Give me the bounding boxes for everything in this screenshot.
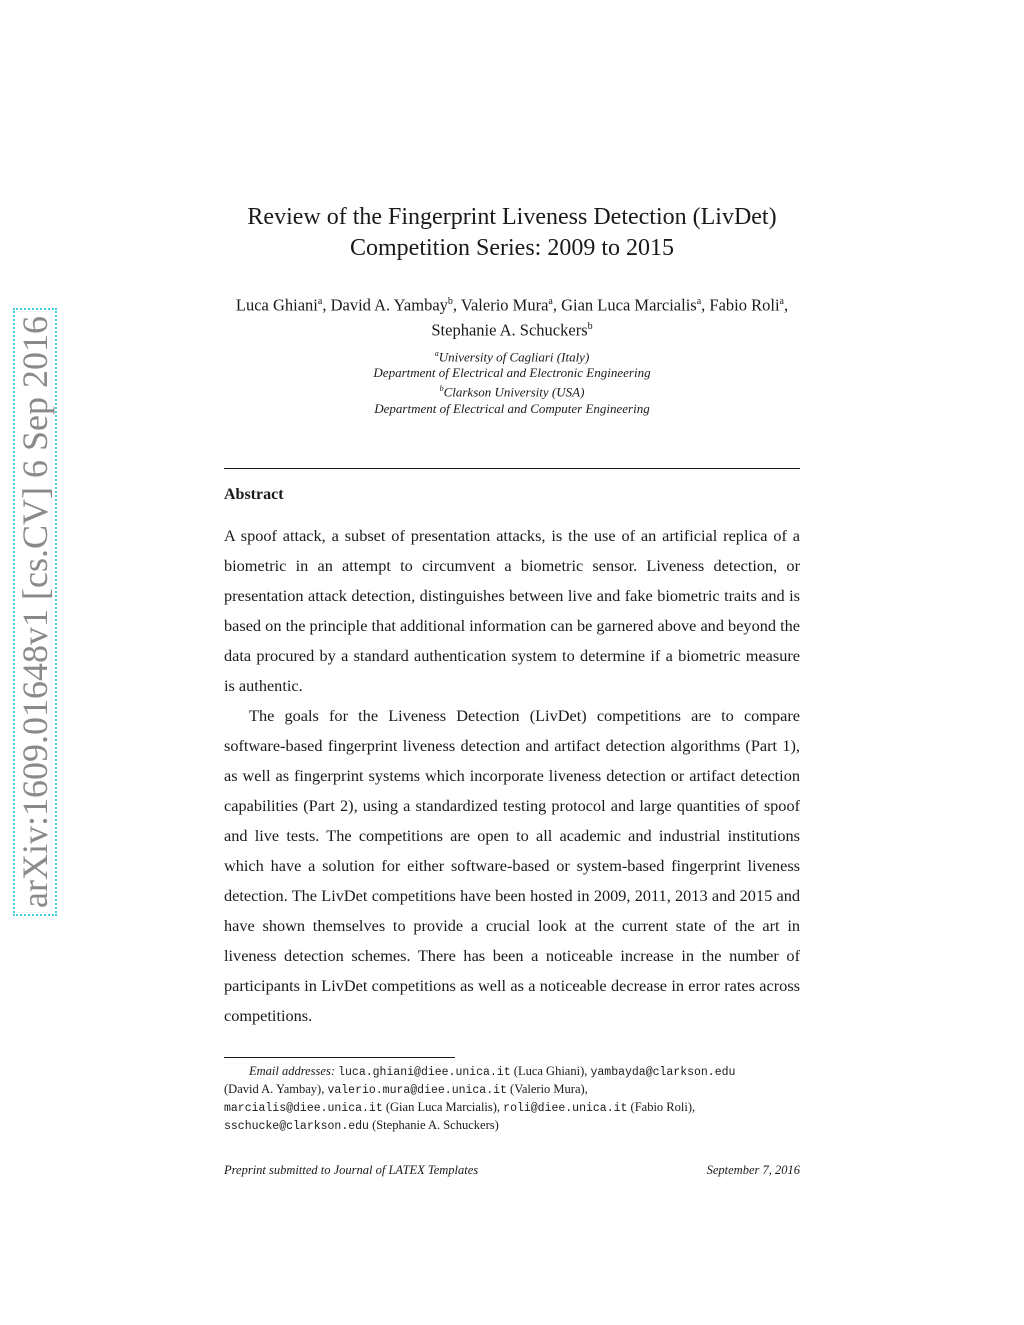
email-owner: (Valerio Mura) (510, 1082, 585, 1096)
footer-journal: Preprint submitted to Journal of LATEX Templates (224, 1163, 479, 1177)
author-name: Stephanie A. Schuckers (431, 320, 588, 339)
author-affil-mark: b (447, 296, 453, 307)
abstract-body (224, 521, 800, 1031)
email-link[interactable]: valerio.mura@diee.unica.it (327, 1084, 507, 1097)
affil-mark-a: a (434, 349, 439, 358)
footer-date: September 7, 2016 (706, 1163, 800, 1177)
author-name: Valerio Mura (460, 295, 549, 315)
paper-title (200, 202, 824, 264)
page-footer (224, 1163, 800, 1178)
author-affil-mark: b (587, 320, 593, 332)
abstract-paragraph-1: A spoof attack, a subset of presentation attacks, is the use of an artificial replica of a biometric in an attempt to circumvent a biometric sensor. Liveness detection, or presentation attack detection, distinguishes between live and fake biometric traits and is based on the principle that additional information can be garnered above and beyond the data procured by a standard authentication system to determine if a biometric measure is authentic. (224, 526, 800, 695)
email-link[interactable]: marcialis@diee.unica.it (224, 1102, 383, 1115)
author-affil-mark: a (317, 296, 323, 307)
affiliation-b-dept: Department of Electrical and Computer Engineering (374, 400, 650, 416)
author-name: Fabio Roli (709, 295, 780, 315)
affiliations (224, 346, 800, 417)
author-list: Luca Ghiani$^a$, David A. Yambay$^b$, Valerio Mura$^a$, Gian Luca Marcialis$^a$, Fabio Roli$^a$, Stephanie A. Schuckers$^b$ (235, 295, 789, 339)
footnote-rule (224, 1057, 455, 1058)
title-line-1: Review of the Fingerprint Liveness Detection (LivDet) (247, 204, 777, 230)
affil-mark-b: b (439, 384, 444, 394)
abstract-heading: Abstract (224, 486, 284, 503)
footnote-emails: Email addresses: luca.ghiani@diee.unica.it (Luca Ghiani), yambayda@clarkson.edu (David A. Yambay), valerio.mura@diee.unica.it (Valerio Mura), marcialis@diee.unica.it (Gian Luca Marcialis), roli@diee.unica.it (Fabio Roli), sschucke@clarkson.edu (Stephanie A. Schuckers) (224, 1064, 736, 1133)
affil-name-b: Clarkson University (USA) (443, 384, 585, 400)
arxiv-id: arXiv:1609.01648v1 [cs.CV] 6 Sep 2016 (13, 308, 57, 916)
email-owner: (Fabio Roli) (630, 1100, 692, 1114)
abstract-paragraph-2: The goals for the Liveness Detection (LivDet) competitions are to compare software-based fingerprint liveness detection and artifact detection algorithms (Part 1), as well as fingerprint systems which incorporate liveness detection or artifact detection capabilities (Part 2), using a standardized testing protocol and large quantities of spoof and live tests. The competitions are open to all academic and industrial institutions which have a solution for either software-based or system-based fingerprint liveness detection. The LivDet competitions have been hosted in 2009, 2011, 2013 and 2015 and have shown themselves to provide a crucial look at the current state of the art in liveness detection schemes. There has been a noticeable increase in the number of participants in LivDet competitions as well as a noticeable decrease in error rates across competitions. (224, 706, 800, 1025)
email-owner: (David A. Yambay) (224, 1082, 322, 1096)
header-rule (224, 468, 800, 469)
author-name: David A. Yambay (330, 295, 448, 315)
email-link[interactable]: luca.ghiani@diee.unica.it (338, 1066, 511, 1079)
arxiv-identifier-stamp (11, 316, 59, 908)
affiliation-a (224, 346, 800, 365)
title-line-2: Competition Series: 2009 to 2015 (350, 235, 674, 261)
email-link[interactable]: yambayda@clarkson.edu (590, 1066, 736, 1079)
email-owner: (Gian Luca Marcialis) (385, 1100, 497, 1114)
author-affil-mark: a (548, 296, 553, 307)
email-link[interactable]: roli@diee.unica.it (503, 1102, 628, 1115)
affiliation-b (224, 381, 800, 400)
email-owner: (Stephanie A. Schuckers) (372, 1118, 499, 1132)
author-affil-mark: a (779, 296, 784, 307)
affil-name-a: University of Cagliari (Italy) (438, 349, 590, 365)
author-name: Luca Ghiani (235, 295, 318, 315)
author-affil-mark: a (696, 296, 702, 307)
author-name: Gian Luca Marcialis (561, 295, 697, 315)
email-link[interactable]: sschucke@clarkson.edu (224, 1120, 369, 1133)
footnote-label: Email addresses: (249, 1064, 335, 1078)
email-owner: (Luca Ghiani) (513, 1064, 585, 1078)
affiliation-a-dept: Department of Electrical and Electronic Engineering (373, 365, 651, 381)
